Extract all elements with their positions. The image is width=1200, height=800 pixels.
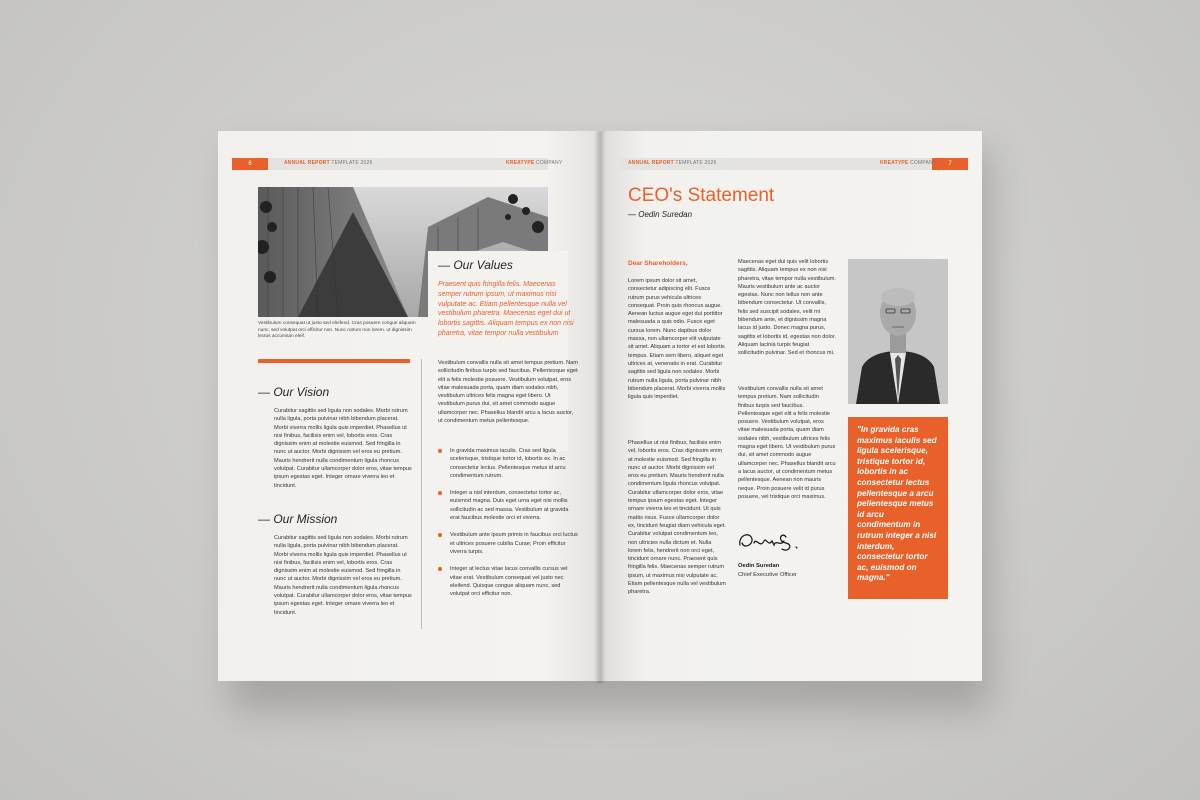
values-body: Vestibulum convallis nulla sit amet tempus pretium. Nam sollicitudin finibus turpis sed faucibus. Pellentesque eget elit a felis molestie posuere. Vestibulum volutpat, eros vitae malesuada porta, quam diam sodales nibh, vestibulum ultrices felis magna eget libero. Ut vestibulum purus dui, sit amet commodo augue ullamcorper nec. Phasellus blandit arcu a lacus auctor, ut condimentum metus pellentesque. bbox=[438, 360, 578, 425]
bullet-item bbox=[438, 447, 578, 480]
mission-title: — Our Mission bbox=[258, 512, 338, 526]
header-report-label bbox=[284, 160, 372, 166]
header-report-bold: ANNUAL REPORT bbox=[628, 160, 674, 166]
header-company-bold: KREATYPE bbox=[880, 160, 909, 166]
page-number: 6 bbox=[232, 158, 268, 170]
letter-col2-p1: Maecenas eget dui quis velit lobortis sagittis. Aliquam tempus ex non nisi pharetra, vitae tempor nulla vestibulum. Mauris vestibulum ante ac auctor egestas. Nunc non tellus non ante bibendum consectetur. Ut convallis, felis sed suscipit sodales, velit mi bibendum ante, et dignissim magna lacus id justo. Donec magna purus, sagittis et lobortis id, egestas non dolor. Aliquam lacinia turpis feugiat sollicitudin pulvinar. Sed et rhoncus mi. bbox=[738, 259, 836, 357]
bullet-dot-icon bbox=[438, 491, 442, 495]
header-report-bold: ANNUAL REPORT bbox=[284, 160, 330, 166]
letter-col1-p1: Lorem ipsum dolor sit amet, consectetur adipiscing elit. Fusce rutrum purus vehicula ultrices consequat. Proin quis rhoncus augue. Aenean luctus augue eget dui porttitor malesuada a quis odio. Fusce eget cursus lorem. Nunc dapibus dolor massa, non ullamcorper elit vulputate sit amet. Aliquam a tortor et est lobortis tempus. Etiam sem libero, aliquet eget ultrices at, venenatis in erat. Curabitur sagittis sed ligula non sodales. Morbi rutrum nulla ligula, porta pulvinar nibh bibendum placerat. Morbi viverra mollis ligula quis imperdiet. bbox=[628, 278, 726, 401]
header-report-rest: TEMPLATE 2026 bbox=[673, 160, 717, 166]
bullet-text: Integer a nisl interdum, consectetur tortor ac, euismod magna. Duis eget urna eget nisi mollis sollicitudin ac sed massa. Vestibulum at gravida erat faucibus molestie orci et viverra. bbox=[450, 490, 569, 522]
ceo-portrait-image bbox=[848, 259, 948, 404]
header-report-rest: TEMPLATE 2026 bbox=[329, 160, 373, 166]
page-title: CEO's Statement bbox=[628, 185, 775, 206]
values-quote: Praesent quis fringilla felis. Maecenas semper rutrum ipsum, ut maximus nisi vulputate ac. Etiam pellentesque nulla vel vestibulum pharetra. Maecenas eget dui ut lobortis sagittis. Aliquam tempus ex non nisi pharetra, vitae tempor nulla vestibulum bbox=[438, 281, 574, 337]
bullet-item bbox=[438, 565, 578, 598]
bullet-text: Integer at lectus vitae lacus convallis cursus vel vitae erat. Vestibulum consequat vel justo nec eleifend. Quisque congue aliquam nunc, sed volutpat orci efficitur non. bbox=[450, 566, 568, 598]
bullet-dot-icon bbox=[438, 533, 442, 537]
ceo-portrait bbox=[848, 259, 948, 404]
right-page bbox=[600, 131, 982, 681]
left-page bbox=[218, 131, 600, 681]
header-company-label bbox=[506, 160, 562, 166]
photo-caption: Vestibulum consequat ut justo sed eleifend. Cras posuere congue aliquam nunc, sed volutpat orci efficitur non. Nunc rutrum non lorem. ut dignissim lectus accumsan eleif. bbox=[258, 321, 416, 339]
bullet-text: Vestibulum ante ipsum primis in faucibus orci luctus et ultrices posuere cubilia Curae; Proin efficitur viverra turpis. bbox=[450, 532, 578, 555]
header-company-bold: KREATYPE bbox=[506, 160, 535, 166]
book-spine bbox=[594, 131, 606, 683]
page-subtitle: — Oedin Suredan bbox=[628, 210, 693, 219]
accent-rule bbox=[258, 359, 410, 363]
signer-role: Chief Executive Officer bbox=[738, 572, 797, 578]
pull-quote: "In gravida cras maximus iaculis sed ligula scelerisque, tristique tortor id, lobortis in ac consectetur lectus pellentesque a arcu pellentesque metus id arcu condimentum in rutrum integer a nisl interdum, consectetur tortor ac, euismod on magna." bbox=[848, 417, 948, 599]
header-report-label bbox=[628, 160, 716, 166]
header-company-label bbox=[880, 160, 936, 166]
page-number: 7 bbox=[932, 158, 968, 170]
bullet-text: In gravida maximus iaculis. Cras sed ligula scelerisque, tristique tortor id, lobortis ex. In ac consectetur lectus. Pellentesque metus id arcu condimentum rutrum. bbox=[450, 448, 566, 479]
header-company-rest: COMPANY bbox=[534, 160, 563, 166]
signer-name: Oedin Suredan bbox=[738, 563, 780, 569]
signature-image bbox=[736, 527, 814, 557]
bullet-item bbox=[438, 489, 578, 522]
bullet-item bbox=[438, 531, 578, 556]
values-title: — Our Values bbox=[438, 258, 513, 272]
letter-col1-p2: Phasellus ut nisi finibus, facilisis enim vel, lobortis eros. Cras dignissim enim at molestie euismod. Sed fringilla in nunc ut auctor. Morbi dignissim vel eros eu pretium. Mauris hendrerit nulla condimentum ligula rhoncus volutpat. Curabitur ullamcorper dolor eros, vitae tempus ipsum egestas eget. Integer ornare viverra leo et tincidunt. Ut quis mattis risus. Fusce ullamcorper dolor ex, tincidunt feugiat diam vehicula eget. Curabitur volutpat condimentum leo, non ultricies nulla dictum et. Nulla lorem felis, hendrerit non orci eget, tincidunt ornare nunc. Praesent quis fringilla felis. Maecenas semper rutrum ipsum, ut maximus nisi vulputate ac. Etiam pellentesque nulla vel vestibulum pharetra. bbox=[628, 440, 726, 596]
values-bullet-list bbox=[438, 447, 578, 607]
vision-text: Curabitur sagittis sed ligula non sodales. Morbi rutrum nulla ligula, porta pulvinar nibh bibendum placerat. Morbi viverra mollis ligula quis imperdiet. Phasellus ut nisi finibus, facilisis enim vel, lobortis eros. Cras dignissim enim at molestie euismod. Sed fringilla in nunc ut auctor. Morbi dignissim vel eros eu pretium. Mauris hendrerit nulla condimentum ligula rhoncus volutpat. Curabitur ullamcorper dolor eros, vitae tempus ipsum egestas eget. Integer ornare viverra leo et tincidunt. bbox=[274, 408, 412, 489]
letter-col2-p2: Vestibulum convallis nulla sit amet tempus pretium. Nam sollicitudin finibus turpis sed faucibus. Pellentesque eget elit a felis molestie posuere. Vestibulum volutpat, eros vitae malesuada porta, quam diam sodales nibh, vestibulum ultrices felis magna eget libero. Ut vestibulum purus dui, sit amet commodo augue ullamcorper nec. Phasellus blandit arcu a lacus auctor, ut condimentum metus pellentesque. Aenean non mauris neque. Proin posuere velit id purus posuere, vel tristique orci maximus. bbox=[738, 386, 836, 500]
header-company-rest: COMPANY bbox=[908, 160, 937, 166]
salutation: Dear Shareholders, bbox=[628, 260, 688, 267]
vision-title: — Our Vision bbox=[258, 385, 330, 399]
column-divider bbox=[421, 359, 422, 629]
bullet-dot-icon bbox=[438, 449, 442, 453]
mission-text: Curabitur sagittis sed ligula non sodales. Morbi rutrum nulla ligula, porta pulvinar nibh bibendum placerat. Morbi viverra mollis ligula quis imperdiet. Phasellus ut nisi finibus, facilisis enim vel, lobortis eros. Cras dignissim enim at molestie euismod. Sed fringilla in nunc ut auctor. Morbi dignissim vel eros eu pretium. Mauris hendrerit nulla condimentum ligula rhoncus volutpat. Curabitur ullamcorper dolor eros, vitae tempus ipsum egestas eget. Integer ornare viverra leo et tincidunt. bbox=[274, 535, 412, 616]
bullet-dot-icon bbox=[438, 567, 442, 571]
